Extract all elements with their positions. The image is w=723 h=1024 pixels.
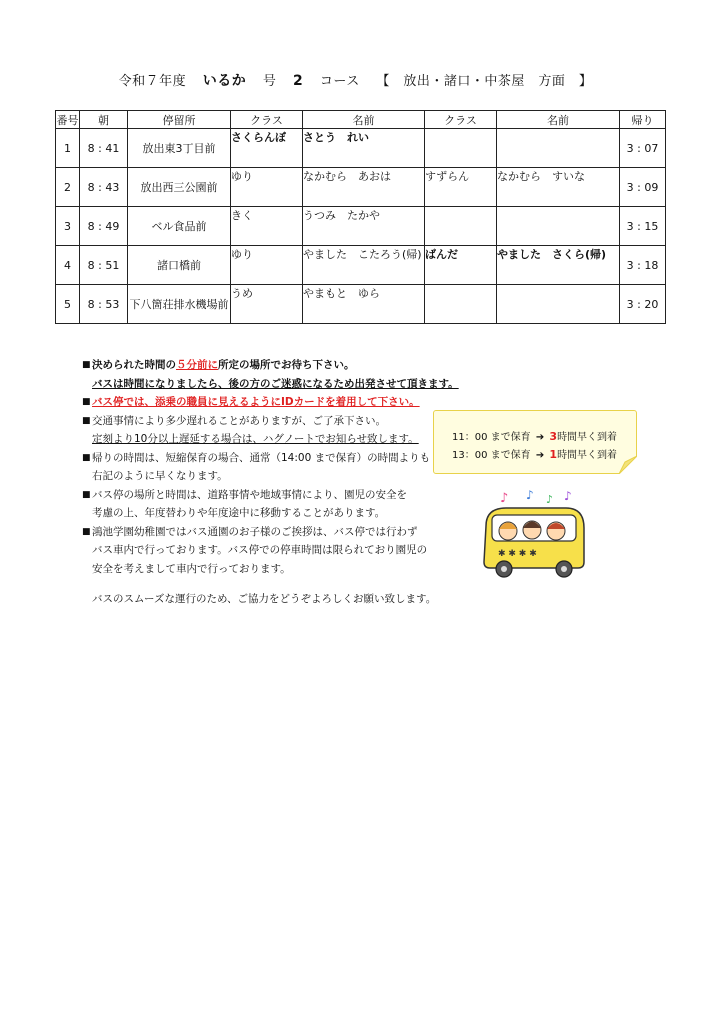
arrow-right-icon: ➔ [535,450,545,461]
table-row [56,129,666,168]
class-1: きく [231,207,303,246]
stop-name: 下八箇荘排水機場前 [128,285,231,324]
header-name-1: 名前 [303,111,425,129]
arrow-right-icon: ➔ [535,432,545,443]
name-1: やました こたろう(帰) [303,246,425,285]
table-header-row [56,111,666,129]
title-year: 令和７年度 [118,74,187,89]
note-line: 考慮の上、年度替わりや年度途中に移動することがあります。 [92,507,386,519]
svg-text:♪: ♪ [546,493,554,506]
callout-row-1 [452,428,617,443]
note-line: 安全を考えまして車内で行っております。 [92,562,291,575]
header-class-1: クラス [231,111,303,129]
svg-text:✱ ✱ ✱ ✱: ✱ ✱ ✱ ✱ [498,549,537,559]
note-line: バス車内で行っております。バス停での停車時間は限られており園児の [92,544,428,556]
return-time: 3 : 20 [620,285,666,324]
class-2 [425,207,497,246]
title-course: コース [319,74,360,89]
name-2 [497,129,620,168]
svg-text:♪: ♪ [500,491,509,506]
return-time: 3 : 15 [620,207,666,246]
name-2 [497,207,620,246]
stop-name: ベル食品前 [128,207,231,246]
callout-text: 時間早く到着 [557,432,618,443]
note-line: バスは時間になりましたら、後の方のご迷惑になるため出発させて頂きます。 [92,377,459,390]
morning-time: 8 : 49 [80,207,128,246]
stop-name: 諸口橋前 [128,246,231,285]
callout-row-2 [452,446,617,461]
return-time: 3 : 07 [620,129,666,168]
callout-hours: 1 [549,448,558,461]
name-1: さとう れい [303,129,425,168]
morning-time: 8 : 51 [80,246,128,285]
notes-section [82,356,459,609]
svg-text:♪: ♪ [564,489,572,503]
class-2: ばんだ [425,246,497,285]
note-greeting [82,523,427,579]
note-text: 決められた時間の [92,359,176,371]
header-return: 帰り [620,111,666,129]
note-line: 帰りの時間は、短縮保育の場合、通常（14:00 まで保育）の時間よりも [92,451,431,464]
square-bullet-icon: ■ [82,360,91,370]
route-table [55,110,666,324]
school-bus-illustration [478,488,590,580]
class-2 [425,285,497,324]
stop-name: 放出西三公園前 [128,168,231,207]
morning-time: 8 : 43 [80,168,128,207]
row-number: 3 [56,207,80,246]
table-row [56,207,666,246]
name-2: やました さくら(帰) [497,246,620,285]
class-1: うめ [231,285,303,324]
name-2: なかむら すいな [497,168,620,207]
name-1: やまもと ゆら [303,285,425,324]
name-2 [497,285,620,324]
note-text: 所定の場所でお待ち下さい。 [218,359,355,371]
closing-message: バスのスムーズな運行のため、ご協力をどうぞよろしくお願い致します。 [92,593,437,605]
class-1: ゆり [231,246,303,285]
note-line: バス停では、添乗の職員に見えるようにIDカードを着用して下さい。 [92,396,420,408]
table-row [56,285,666,324]
title-bus-name: いるか [202,73,247,89]
header-stop: 停留所 [128,111,231,129]
note-id-card [82,393,427,412]
row-number: 4 [56,246,80,285]
class-1: ゆり [231,168,303,207]
square-bullet-icon: ■ [82,489,91,500]
header-name-2: 名前 [497,111,620,129]
return-time: 3 : 09 [620,168,666,207]
square-bullet-icon: ■ [82,397,91,407]
name-1: うつみ たかや [303,207,425,246]
table-row [56,168,666,207]
note-line: 交通事情により多少遅れることがありますが、ご了承下さい。 [92,414,386,427]
note-line: 鴻池学園幼稚園ではバス通園のお子様のご挨拶は、バス停では行わず [92,525,418,538]
note-line: 定刻より10分以上遅延する場合は、ハグノートでお知らせ致します。 [92,433,419,445]
note-stop-change [82,486,427,523]
table-row [56,246,666,285]
note-traffic [82,412,427,449]
title-go: 号 [262,74,277,89]
header-class-2: クラス [425,111,497,129]
callout-text: 11：00 まで保育 [452,432,531,443]
music-notes-icon [500,488,572,506]
square-bullet-icon: ■ [82,415,91,426]
note-return-time [82,449,431,486]
square-bullet-icon: ■ [82,452,91,463]
class-2: すずらん [425,168,497,207]
note-highlight: ５分前に [176,359,218,371]
row-number: 5 [56,285,80,324]
row-number: 1 [56,129,80,168]
name-1: なかむら あおは [303,168,425,207]
page-fold-icon [619,456,637,474]
page-title [0,70,723,90]
note-line: バス停の場所と時間は、道路事情や地域事情により、園児の安全を [92,488,407,501]
svg-text:♪: ♪ [526,488,534,502]
header-number: 番号 [56,111,80,129]
row-number: 2 [56,168,80,207]
early-arrival-callout [433,410,637,474]
note-arrival [82,356,459,393]
title-number: 2 [293,73,304,89]
title-direction: 【 放出・諸口・中茶屋 方面 】 [376,74,593,89]
callout-text: 時間早く到着 [557,450,618,461]
class-2 [425,129,497,168]
note-line: 右記のように早くなります。 [92,470,228,482]
note-line [92,356,427,375]
header-morning: 朝 [80,111,128,129]
callout-hours: 3 [549,430,558,443]
morning-time: 8 : 53 [80,285,128,324]
callout-text: 13：00 まで保育 [452,450,531,461]
square-bullet-icon: ■ [82,526,91,537]
morning-time: 8 : 41 [80,129,128,168]
return-time: 3 : 18 [620,246,666,285]
stop-name: 放出東3丁目前 [128,129,231,168]
class-1: さくらんぼ [231,129,303,168]
